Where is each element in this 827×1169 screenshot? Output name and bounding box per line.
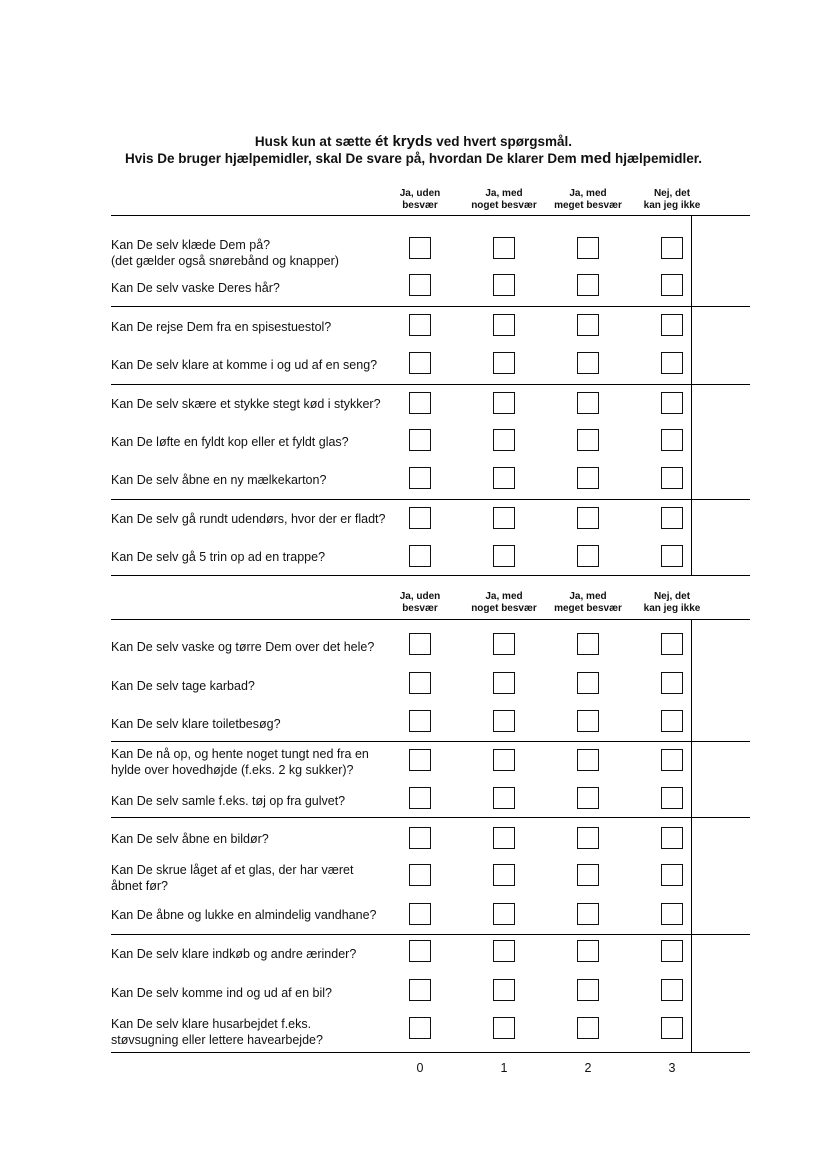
instruction-line-1: Husk kun at sætte ét kryds ved hvert spørgsmål.: [254, 133, 573, 150]
group-divider: [111, 306, 750, 307]
question-text: [111, 793, 411, 809]
answer-checkbox[interactable]: [661, 827, 683, 849]
answer-checkbox[interactable]: [577, 633, 599, 655]
answer-checkbox[interactable]: [493, 979, 515, 1001]
answer-checkbox[interactable]: [409, 314, 431, 336]
instruction-emphasis: med: [580, 150, 612, 167]
answer-checkbox[interactable]: [493, 314, 515, 336]
answer-checkbox[interactable]: [493, 467, 515, 489]
answer-checkbox[interactable]: [493, 392, 515, 414]
question-line: Kan De selv klare indkøb og andre ærinder?: [111, 947, 357, 961]
answer-checkbox[interactable]: [409, 467, 431, 489]
column-header-line: besvær: [402, 603, 438, 614]
column-header-line: Nej, det: [653, 188, 691, 199]
question-text: [111, 511, 411, 527]
group-divider: [111, 384, 750, 385]
question-line: Kan De selv klare at komme i og ud af en seng?: [111, 358, 378, 372]
answer-checkbox[interactable]: [493, 903, 515, 925]
answer-checkbox[interactable]: [409, 864, 431, 886]
answer-checkbox[interactable]: [409, 429, 431, 451]
answer-checkbox[interactable]: [409, 1017, 431, 1039]
column-header: [622, 188, 722, 212]
answer-checkbox[interactable]: [493, 507, 515, 529]
answer-checkbox[interactable]: [661, 545, 683, 567]
column-header-line: Ja, uden: [399, 188, 441, 199]
answer-checkbox[interactable]: [661, 1017, 683, 1039]
question-text: [111, 549, 411, 565]
answer-checkbox[interactable]: [577, 903, 599, 925]
answer-checkbox[interactable]: [409, 507, 431, 529]
column-header-line: Nej, det: [653, 591, 691, 602]
question-text: [111, 472, 411, 488]
question-line: Kan De åbne og lukke en almindelig vandhane?: [111, 908, 377, 922]
answer-checkbox[interactable]: [661, 429, 683, 451]
answer-checkbox[interactable]: [409, 633, 431, 655]
answer-checkbox[interactable]: [661, 979, 683, 1001]
answer-checkbox[interactable]: [577, 787, 599, 809]
answer-checkbox[interactable]: [493, 940, 515, 962]
question-line: Kan De skrue låget af et glas, der har været: [111, 863, 354, 877]
answer-checkbox[interactable]: [577, 314, 599, 336]
answer-checkbox[interactable]: [409, 352, 431, 374]
column-header-line: Ja, med: [569, 591, 607, 602]
question-line: åbnet før?: [111, 879, 168, 893]
answer-checkbox[interactable]: [661, 864, 683, 886]
answer-checkbox[interactable]: [409, 827, 431, 849]
question-text: [111, 280, 411, 296]
answer-checkbox[interactable]: [577, 545, 599, 567]
answer-checkbox[interactable]: [661, 903, 683, 925]
question-text: [111, 357, 411, 373]
answer-checkbox[interactable]: [493, 274, 515, 296]
column-header-line: Ja, med: [485, 591, 523, 602]
answer-checkbox[interactable]: [409, 237, 431, 259]
question-line: Kan De selv gå rundt udendørs, hvor der er fladt?: [111, 512, 386, 526]
question-text: [111, 678, 411, 694]
answer-checkbox[interactable]: [409, 940, 431, 962]
column-header-line: kan jeg ikke: [643, 200, 701, 211]
answer-checkbox[interactable]: [493, 787, 515, 809]
answer-checkbox[interactable]: [409, 979, 431, 1001]
column-header-line: besvær: [402, 200, 438, 211]
answer-checkbox[interactable]: [661, 710, 683, 732]
question-line: Kan De selv skære et stykke stegt kød i stykker?: [111, 397, 381, 411]
answer-checkbox[interactable]: [577, 710, 599, 732]
answer-checkbox[interactable]: [493, 864, 515, 886]
answer-checkbox[interactable]: [409, 787, 431, 809]
answer-checkbox[interactable]: [409, 749, 431, 771]
question-line: (det gælder også snørebånd og knapper): [111, 254, 339, 268]
answer-checkbox[interactable]: [493, 429, 515, 451]
answer-checkbox[interactable]: [493, 672, 515, 694]
score-label: 1: [500, 1061, 508, 1075]
answer-checkbox[interactable]: [409, 710, 431, 732]
question-line: Kan De selv vaske Deres hår?: [111, 281, 280, 295]
question-line: Kan De selv samle f.eks. tøj op fra gulvet?: [111, 794, 346, 808]
question-line: Kan De rejse Dem fra en spisestuestol?: [111, 320, 332, 334]
answer-checkbox[interactable]: [577, 979, 599, 1001]
question-text: [111, 746, 411, 778]
question-text: [111, 319, 411, 335]
answer-checkbox[interactable]: [661, 352, 683, 374]
question-line: Kan De selv klæde Dem på?: [111, 238, 271, 252]
question-line: Kan De selv tage karbad?: [111, 679, 255, 693]
answer-checkbox[interactable]: [661, 787, 683, 809]
answer-checkbox[interactable]: [661, 749, 683, 771]
answer-checkbox[interactable]: [661, 672, 683, 694]
answer-checkbox[interactable]: [493, 710, 515, 732]
instruction-line-2: Hvis De bruger hjælpemidler, skal De svare på, hvordan De klarer Dem med hjælpemidler.: [124, 150, 703, 167]
answer-checkbox[interactable]: [661, 237, 683, 259]
answer-checkbox[interactable]: [661, 633, 683, 655]
group-divider: [111, 817, 750, 818]
column-right-border: [691, 215, 692, 575]
question-text: [111, 985, 411, 1001]
question-line: Kan De selv vaske og tørre Dem over det hele?: [111, 640, 375, 654]
column-header-line: meget besvær: [554, 603, 622, 614]
question-line: støvsugning eller lettere havearbejde?: [111, 1033, 323, 1047]
answer-checkbox[interactable]: [493, 827, 515, 849]
group-divider: [111, 499, 750, 500]
answer-checkbox[interactable]: [577, 237, 599, 259]
answer-checkbox[interactable]: [577, 507, 599, 529]
score-label: 2: [584, 1061, 592, 1075]
answer-checkbox[interactable]: [577, 864, 599, 886]
answer-checkbox[interactable]: [493, 352, 515, 374]
answer-checkbox[interactable]: [661, 314, 683, 336]
section-bottom-rule: [111, 1052, 750, 1053]
question-line: hylde over hovedhøjde (f.eks. 2 kg sukker)?: [111, 763, 354, 777]
column-header-line: kan jeg ikke: [643, 603, 701, 614]
answer-checkbox[interactable]: [661, 274, 683, 296]
answer-checkbox[interactable]: [577, 827, 599, 849]
answer-checkbox[interactable]: [409, 274, 431, 296]
section-bottom-rule: [111, 575, 750, 576]
answer-checkbox[interactable]: [577, 749, 599, 771]
question-line: Kan De selv gå 5 trin op ad en trappe?: [111, 550, 326, 564]
answer-checkbox[interactable]: [661, 467, 683, 489]
answer-checkbox[interactable]: [577, 392, 599, 414]
answer-checkbox[interactable]: [577, 1017, 599, 1039]
column-header-line: noget besvær: [471, 200, 537, 211]
question-line: Kan De selv komme ind og ud af en bil?: [111, 986, 332, 1000]
question-line: Kan De selv åbne en ny mælkekarton?: [111, 473, 327, 487]
answer-checkbox[interactable]: [409, 392, 431, 414]
answer-checkbox[interactable]: [493, 237, 515, 259]
answer-checkbox[interactable]: [577, 274, 599, 296]
answer-checkbox[interactable]: [409, 903, 431, 925]
question-text: [111, 862, 411, 894]
question-text: [111, 831, 411, 847]
column-right-border: [691, 619, 692, 1052]
question-text: [111, 716, 411, 732]
answer-checkbox[interactable]: [493, 633, 515, 655]
question-text: [111, 237, 411, 269]
score-label: 3: [668, 1061, 676, 1075]
section-top-rule: [111, 215, 750, 216]
question-text: [111, 1016, 411, 1048]
answer-checkbox[interactable]: [409, 545, 431, 567]
column-header-line: noget besvær: [471, 603, 537, 614]
answer-checkbox[interactable]: [493, 545, 515, 567]
answer-checkbox[interactable]: [577, 467, 599, 489]
instruction-emphasis: ét kryds: [374, 133, 433, 150]
answer-checkbox[interactable]: [577, 352, 599, 374]
question-line: Kan De selv klare toiletbesøg?: [111, 717, 281, 731]
question-line: Kan De løfte en fyldt kop eller et fyldt glas?: [111, 435, 349, 449]
answer-checkbox[interactable]: [577, 672, 599, 694]
question-text: [111, 639, 411, 655]
column-header-line: Ja, med: [569, 188, 607, 199]
answer-checkbox[interactable]: [493, 749, 515, 771]
group-divider: [111, 934, 750, 935]
column-header-line: meget besvær: [554, 200, 622, 211]
answer-checkbox[interactable]: [493, 1017, 515, 1039]
answer-checkbox[interactable]: [661, 392, 683, 414]
question-line: Kan De selv klare husarbejdet f.eks.: [111, 1017, 312, 1031]
answer-checkbox[interactable]: [577, 429, 599, 451]
group-divider: [111, 741, 750, 742]
answer-checkbox[interactable]: [577, 940, 599, 962]
question-text: [111, 946, 411, 962]
question-text: [111, 434, 411, 450]
answer-checkbox[interactable]: [661, 507, 683, 529]
column-header: [622, 591, 722, 615]
question-text: [111, 907, 411, 923]
answer-checkbox[interactable]: [409, 672, 431, 694]
column-header-line: Ja, med: [485, 188, 523, 199]
section-top-rule: [111, 619, 750, 620]
question-line: Kan De selv åbne en bildør?: [111, 832, 269, 846]
question-line: Kan De nå op, og hente noget tungt ned fra en: [111, 747, 369, 761]
answer-checkbox[interactable]: [661, 940, 683, 962]
score-label: 0: [416, 1061, 424, 1075]
question-text: [111, 396, 411, 412]
column-header-line: Ja, uden: [399, 591, 441, 602]
